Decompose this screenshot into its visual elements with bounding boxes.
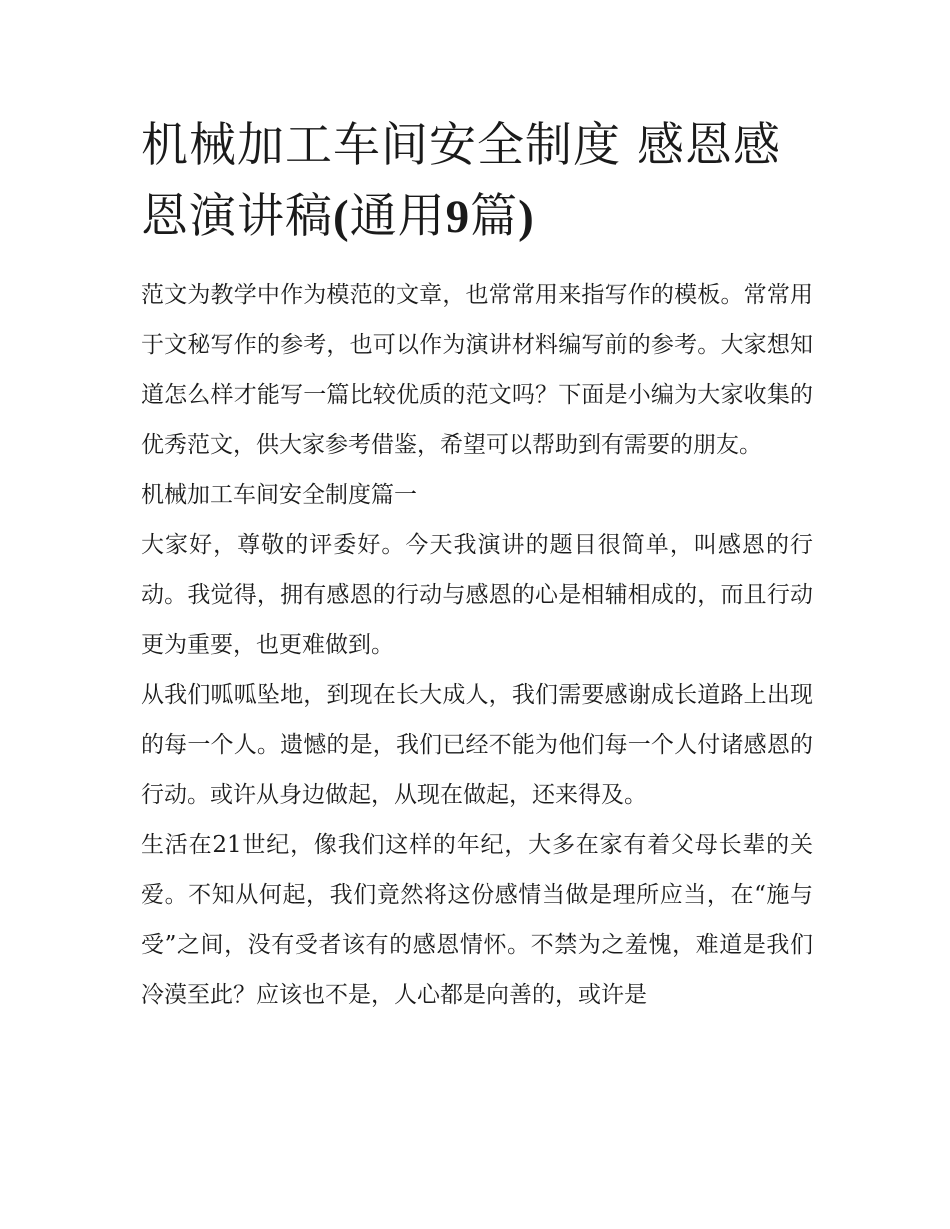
body-paragraph: 从我们呱呱坠地，到现在长大成人，我们需要感谢成长道路上出现的每一个人。遗憾的是，我们已经不能为他们每一个人付诸感恩的行动。或许从身边做起，从现在做起，还来得及。 <box>141 682 813 808</box>
document-title: 机械加工车间安全制度 感恩感恩演讲稿(通用9篇) <box>141 118 781 244</box>
document-page <box>141 110 813 1020</box>
intro-paragraph: 范文为教学中作为模范的文章，也常常用来指写作的模板。常常用于文秘写作的参考，也可以作为演讲材料编写前的参考。大家想知道怎么样才能写一篇比较优质的范文吗？下面是小编为大家收集的优秀范文，供大家参考借鉴，希望可以帮助到有需要的朋友。 <box>141 282 813 458</box>
section-heading: 机械加工车间安全制度篇一 <box>141 482 417 508</box>
body-paragraph: 大家好，尊敬的评委好。今天我演讲的题目很简单，叫感恩的行动。我觉得，拥有感恩的行动与感恩的心是相辅相成的，而且行动更为重要，也更难做到。 <box>141 532 813 658</box>
body-paragraph: 生活在21世纪，像我们这样的年纪，大多在家有着父母长辈的关爱。不知从何起，我们竟然将这份感情当做是理所应当，在“施与受”之间，没有受者该有的感恩情怀。不禁为之羞愧，难道是我们冷漠至此？应该也不是，人心都是向善的，或许是 <box>141 832 813 1008</box>
